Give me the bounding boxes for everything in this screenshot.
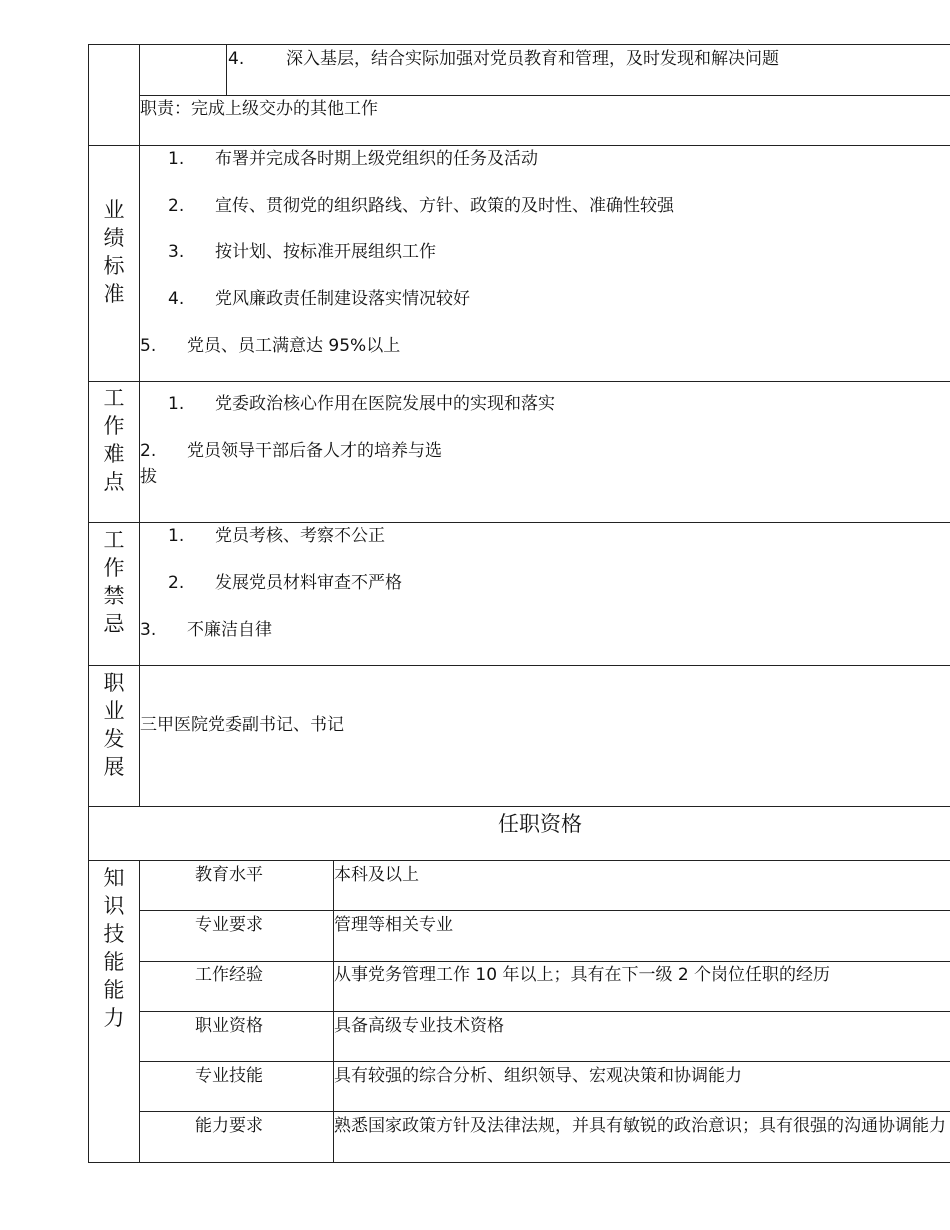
qualification-key: 专业要求 bbox=[195, 915, 263, 935]
difficulty-label: 工 作 难 点 bbox=[103, 386, 125, 494]
qualification-value: 具备高级专业技术资格 bbox=[334, 1016, 504, 1036]
list-item-text: 党员考核、考察不公正 bbox=[215, 526, 385, 546]
sub-column-divider bbox=[226, 44, 227, 96]
qualification-value: 从事党务管理工作 10 年以上；具有在下一级 2 个岗位任职的经历 bbox=[334, 965, 831, 985]
table-bottom-border bbox=[88, 1162, 950, 1163]
list-item-text: 深入基层，结合实际加强对党员教育和管理，及时发现和解决问题 bbox=[286, 49, 779, 69]
table-top-border bbox=[88, 44, 950, 45]
qualification-value: 具有较强的综合分析、组织领导、宏观决策和协调能力 bbox=[334, 1066, 742, 1086]
qualification-key: 职业资格 bbox=[195, 1016, 263, 1036]
taboo-label: 工 作 禁 忌 bbox=[103, 528, 125, 636]
row-divider bbox=[88, 806, 950, 807]
list-item-text: 不廉洁自律 bbox=[187, 620, 272, 640]
list-item-text: 宣传、贯彻党的组织路线、方针、政策的及时性、准确性较强 bbox=[215, 196, 674, 216]
list-number: 4. bbox=[168, 289, 185, 309]
qualification-title: 任职资格 bbox=[498, 812, 582, 836]
qualification-key: 能力要求 bbox=[195, 1116, 263, 1136]
list-item-text: 发展党员材料审查不严格 bbox=[215, 573, 402, 593]
row-divider bbox=[139, 1011, 950, 1012]
list-number: 1. bbox=[168, 526, 185, 546]
qualification-value: 熟悉国家政策方针及法律法规，并具有敏锐的政治意识；具有很强的沟通协调能力 bbox=[334, 1116, 946, 1136]
performance-label: 业 绩 标 准 bbox=[103, 198, 125, 306]
list-number: 2. bbox=[140, 441, 157, 461]
career-text: 三甲医院党委副书记、书记 bbox=[140, 715, 344, 735]
list-number: 1. bbox=[168, 149, 185, 169]
duty-text: 职责：完成上级交办的其他工作 bbox=[140, 99, 378, 119]
list-number: 2. bbox=[168, 196, 185, 216]
label-column-divider bbox=[139, 44, 140, 807]
list-item-text-continued: 拔 bbox=[140, 467, 157, 487]
qualification-key: 专业技能 bbox=[195, 1066, 263, 1086]
qualification-value: 本科及以上 bbox=[334, 865, 419, 885]
qualification-key: 教育水平 bbox=[195, 865, 263, 885]
list-item-text: 党风廉政责任制建设落实情况较好 bbox=[215, 289, 470, 309]
list-number: 4. bbox=[228, 49, 245, 69]
skills-label: 知 识 技 能 能 力 bbox=[103, 866, 125, 1030]
list-item-text: 按计划、按标准开展组织工作 bbox=[215, 242, 436, 262]
qualification-key: 工作经验 bbox=[195, 965, 263, 985]
table-left-border bbox=[88, 44, 89, 1163]
row-divider bbox=[139, 961, 950, 962]
qualification-value: 管理等相关专业 bbox=[334, 915, 453, 935]
row-divider bbox=[139, 1111, 950, 1112]
row-divider bbox=[88, 860, 950, 861]
row-divider bbox=[88, 145, 950, 146]
list-number: 3. bbox=[140, 620, 157, 640]
list-item-text: 布署并完成各时期上级党组织的任务及活动 bbox=[215, 149, 538, 169]
row-divider bbox=[88, 522, 950, 523]
list-item-text: 党委政治核心作用在医院发展中的实现和落实 bbox=[215, 394, 555, 414]
list-number: 2. bbox=[168, 573, 185, 593]
list-number: 3. bbox=[168, 242, 185, 262]
list-item-text: 党员、员工满意达 95%以上 bbox=[187, 336, 401, 356]
row-divider bbox=[88, 381, 950, 382]
row-divider bbox=[139, 95, 950, 96]
row-divider bbox=[139, 1061, 950, 1062]
list-number: 1. bbox=[168, 394, 185, 414]
row-divider bbox=[88, 665, 950, 666]
label-column-divider bbox=[139, 860, 140, 1163]
list-number: 5. bbox=[140, 336, 157, 356]
career-label: 职 业 发 展 bbox=[103, 671, 125, 779]
list-item-text: 党员领导干部后备人才的培养与选 bbox=[187, 441, 442, 461]
row-divider bbox=[139, 910, 950, 911]
